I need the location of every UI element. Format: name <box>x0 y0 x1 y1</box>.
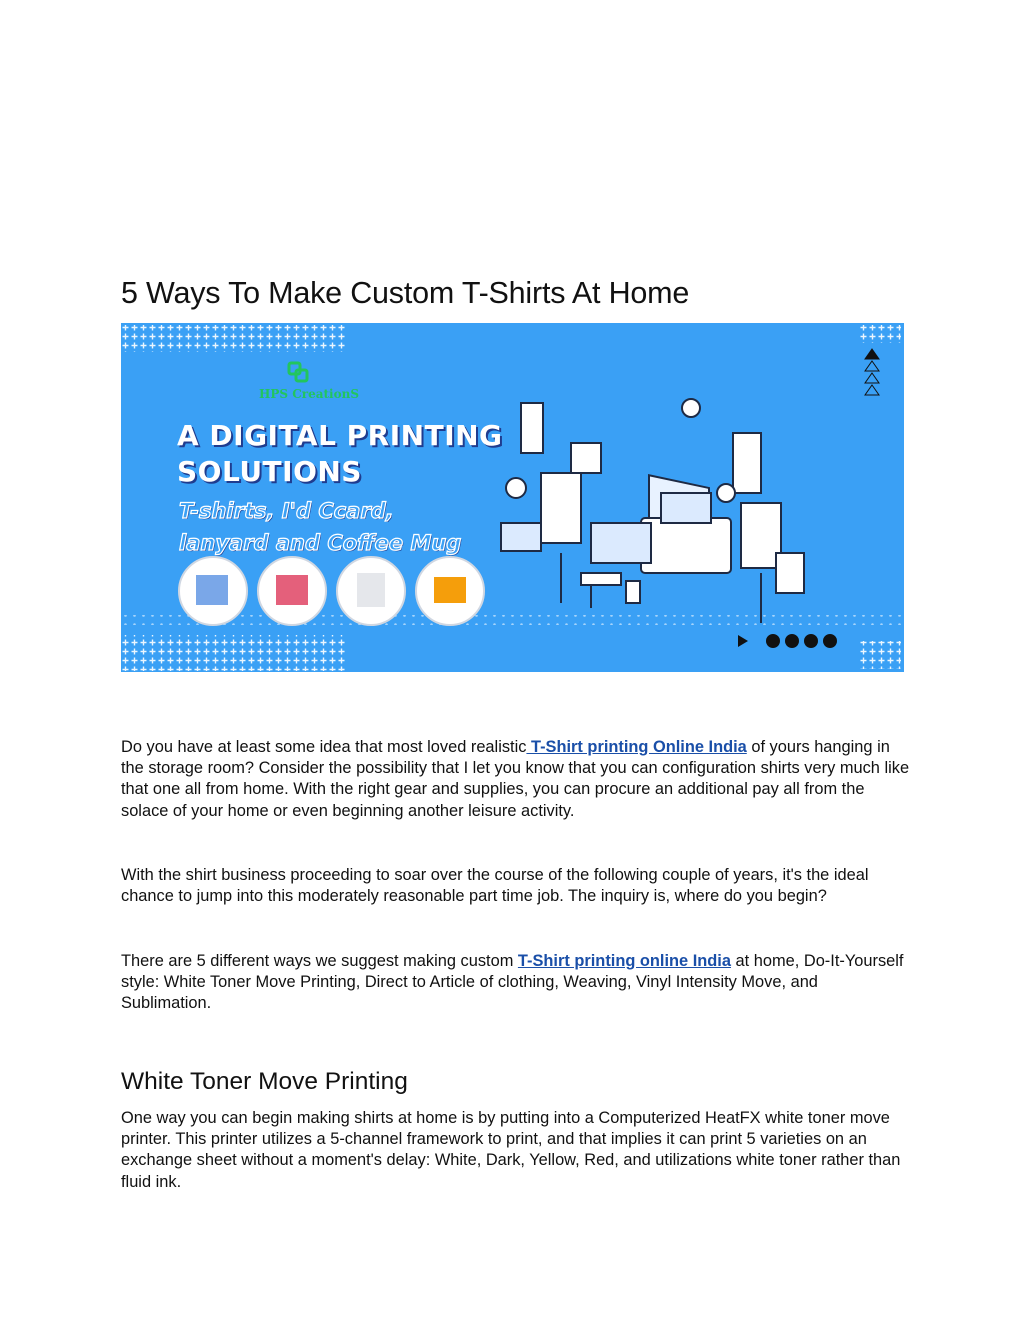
methods-text-after: at home, Do-It-Yourself style: White Toner Move Printing, Direct to Article of clothing, Weaving, Vinyl Intensity Move, and Sublimation. <box>121 952 904 1013</box>
toner-paragraph: One way you can begin making shirts at home is by putting into a Computerized HeatFX white toner move printer. This printer utilizes a 5-channel framework to print, and that implies it can print 5 varieties on an exchange sheet without a moment's delay: White, Dark, Yellow, Red, and utilizations white toner rather than fluid ink. <box>121 1109 901 1191</box>
intro-text-after: of yours hanging in the storage room? Consider the possibility that I let you know that you can configuration shirts very much like that one all from home. With the right gear and supplies, you can procure an additional pay all from the solace of your home or even beginning another leisure activity. <box>121 738 910 820</box>
methods-text-before: There are 5 different ways we suggest making custom <box>121 952 518 970</box>
tshirt-printing-link-2[interactable]: T-Shirt printing online India <box>517 952 731 970</box>
banner-subline-2: lanyard and Coffee Mug <box>179 531 462 555</box>
banner-headline-2: SOLUTIONS <box>177 455 362 488</box>
intro-text-before: Do you have at least some idea that most loved realistic <box>121 738 527 756</box>
methods-paragraph <box>121 951 911 1015</box>
banner-image <box>121 323 904 672</box>
tshirt-printing-link-1[interactable]: T-Shirt printing Online India <box>526 738 747 756</box>
page-title: 5 Ways To Make Custom T-Shirts At Home <box>121 276 690 310</box>
business-paragraph: With the shirt business proceeding to soar over the course of the following couple of years, it's the ideal chance to jump into this moderately reasonable part time job. The inquiry is, where do you begin? <box>121 866 869 906</box>
banner-subline-1: T-shirts, I'd Ccard, <box>179 499 394 523</box>
banner-brand: HPS CreationS <box>259 387 359 401</box>
banner-headline-1: A DIGITAL PRINTING <box>177 419 503 452</box>
intro-paragraph <box>121 737 911 822</box>
section-heading: White Toner Move Printing <box>121 1068 408 1095</box>
